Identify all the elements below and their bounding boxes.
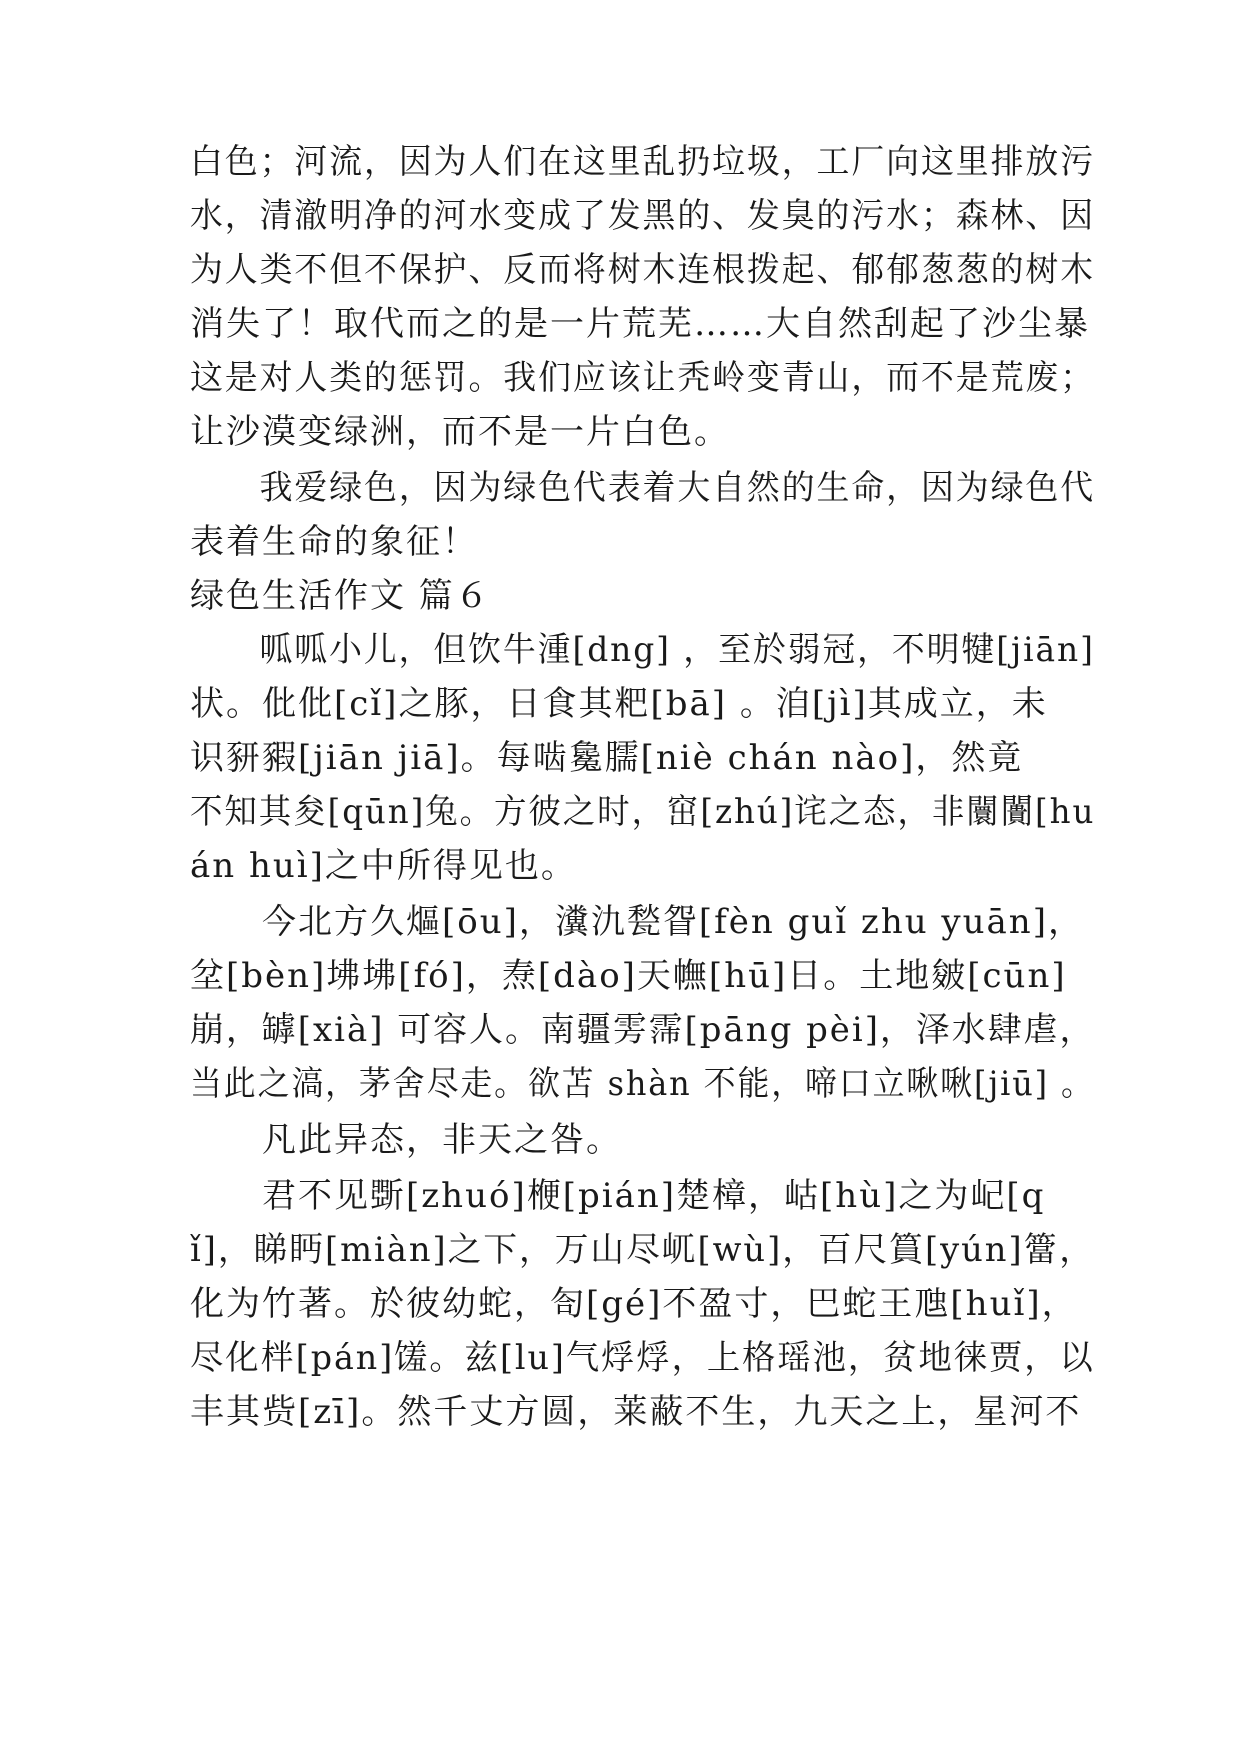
text-line: 状。仳仳[cǐ]之豚，日食其粑[bā] 。洎[jì]其成立，未 — [190, 684, 1048, 724]
text-line: 尽化柈[pán]馐。兹[lu]气烰烰，上格瑶池，贫地徕贾，以 — [190, 1338, 1095, 1378]
text-line: 当此之滈，茅舍尽走。欲苫 shàn 不能，啼口立啾啾[jiū] 。 — [190, 1064, 1095, 1104]
text-line: 消失了！取代而之的是一片荒芜……大自然刮起了沙尘暴 — [190, 304, 1090, 344]
text-line: 为人类不但不保护、反而将树木连根拨起、郁郁葱葱的树木 — [190, 250, 1096, 290]
text-line: 呱呱小儿，但饮牛湩[dng] ，至於弱冠，不明犍[jiān] — [190, 630, 1095, 670]
text-line: 让沙漠变绿洲，而不是一片白色。 — [190, 412, 730, 452]
text-line: án huì]之中所得见也。 — [190, 846, 577, 886]
text-line: 水，清澈明净的河水变成了发黑的、发臭的污水；森林、因 — [190, 196, 1096, 236]
text-line: 化为竹著。於彼幼蛇，匌[gé]不盈寸，巴蛇王虺[huǐ]， — [190, 1284, 1078, 1324]
text-line: ǐ]，睇眄[miàn]之下，万山尽屼[wù]，百尺篔[yún]簹， — [190, 1230, 1095, 1270]
text-line: 我爱绿色，因为绿色代表着大自然的生命，因为绿色代 — [190, 468, 1096, 508]
text-line: 今北方久熰[ōu]，瀵氿甃眢[fèn guǐ zhu yuān]， — [190, 902, 1084, 942]
text-line: 不知其夋[qūn]兔。方彼之时，窋[zhú]诧之态，非闤闠[hu — [190, 792, 1096, 832]
text-line: 君不见斲[zhuó]楩[pián]楚樟，岵[hù]之为屺[q — [190, 1176, 1046, 1216]
text-line: 这是对人类的惩罚。我们应该让秃岭变青山，而不是荒废； — [190, 358, 1096, 398]
section-heading: 绿色生活作文 篇６ — [190, 576, 491, 616]
text-line: 表着生命的象征！ — [190, 522, 478, 562]
text-line: 白色；河流，因为人们在这里乱扔垃圾，工厂向这里排放污 — [190, 142, 1096, 182]
text-line: 崩，罅[xià] 可容人。南疆雱霈[pāng pèi]，泽水肆虐， — [190, 1010, 1096, 1050]
text-line: 丰其赀[zī]。然千丈方圆，莱蔽不生，九天之上，星河不 — [190, 1392, 1082, 1432]
text-line: 凡此异态，非天之咎。 — [190, 1120, 622, 1160]
text-line: 识豜豭[jiān jiā]。每啮毚臑[niè chán nào]，然竟 — [190, 738, 1024, 778]
text-line: 坌[bèn]坲坲[fó]，焘[dào]天幠[hū]日。土地皴[cūn] — [190, 956, 1067, 996]
